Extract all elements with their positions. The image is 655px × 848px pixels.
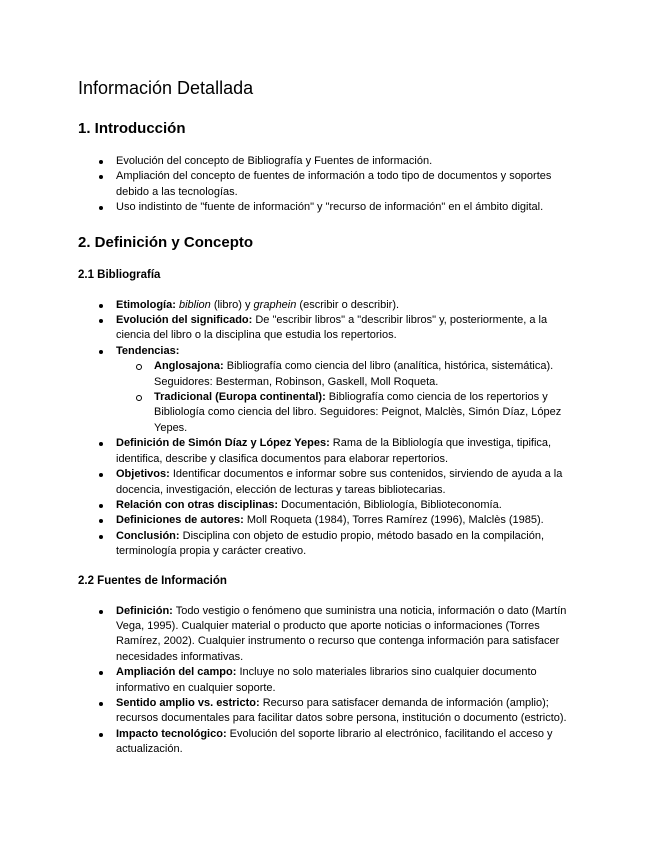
item-label: Tradicional (Europa continental): <box>154 391 326 404</box>
bibliografia-list <box>78 298 577 560</box>
list-item <box>78 344 577 436</box>
section-heading-definicion: 2. Definición y Concepto <box>78 233 254 251</box>
page-title: Información Detallada <box>78 78 254 98</box>
item-label: Anglosajona: <box>154 360 224 373</box>
list-item: Ampliación del campo: Incluye no solo materiales librarios sino cualquier documento informativo en cualquier soporte. <box>78 665 577 696</box>
item-label: Definición: <box>116 604 173 617</box>
term-graphein: graphein <box>253 298 297 311</box>
item-label: Definiciones de autores: <box>116 514 244 527</box>
fuentes-list <box>78 604 577 758</box>
list-item: Objetivos: Identificar documentos e informar sobre sus contenidos, sirviendo de ayuda a la docencia, investigación, elección de lecturas y tareas bibliotecarias. <box>78 467 577 498</box>
intro-list <box>78 154 577 216</box>
tendencias-sublist <box>78 359 577 436</box>
list-item: Etimología: biblion (libro) y graphein (escribir o describir). <box>78 298 577 313</box>
list-item: Definición: Todo vestigio o fenómeno que suministra una noticia, información o dato (Martín Vega, 1995). Cualquier material o producto que aporte noticias o informaciones (Torres Ramírez, 2002). Cualquier instrumento o recurso que contenga información para satisfacer necesidades informativas. <box>78 604 577 666</box>
item-label: Evolución del significado: <box>116 314 253 327</box>
section-heading-introduccion: 1. Introducción <box>78 120 186 137</box>
item-label: Objetivos: <box>116 468 170 481</box>
list-item: Evolución del concepto de Bibliografía y Fuentes de información. <box>78 154 577 169</box>
item-label: Sentido amplio vs. estricto: <box>116 696 260 709</box>
sublist-item: Anglosajona: Bibliografía como ciencia del libro (analítica, histórica, sistemática). Seguidores: Besterman, Robinson, Gaskell, Moll Roqueta. <box>116 359 577 390</box>
subsection-heading-fuentes: 2.2 Fuentes de Información <box>78 574 227 587</box>
subsection-heading-bibliografia: 2.1 Bibliografía <box>78 268 161 281</box>
item-label: Relación con otras disciplinas: <box>116 498 278 511</box>
list-item: Definiciones de autores: Moll Roqueta (1984), Torres Ramírez (1996), Malclès (1985). <box>78 513 577 528</box>
item-label: Definición de Simón Díaz y López Yepes: <box>116 437 330 450</box>
item-label: Conclusión: <box>116 529 180 542</box>
item-label: Etimología: <box>116 298 176 311</box>
list-item: Definición de Simón Díaz y López Yepes: Rama de la Bibliología que investiga, tipifica, identifica, describe y clasifica documentos para elaborar repertorios. <box>78 436 577 467</box>
list-item: Relación con otras disciplinas: Documentación, Bibliología, Biblioteconomía. <box>78 498 577 513</box>
list-item: Sentido amplio vs. estricto: Recurso para satisfacer demanda de información (amplio); recursos documentales para facilitar datos sobre persona, institución o documento (estricto). <box>78 696 577 727</box>
sublist-item: Tradicional (Europa continental): Bibliografía como ciencia de los repertorios y Bibliología como ciencia del libro. Seguidores: Peignot, Malclès, Simón Díaz, López Yepes. <box>116 390 577 436</box>
term-biblion: biblion <box>178 298 211 311</box>
list-item: Evolución del significado: De "escribir libros" a "describir libros" y, posteriormente, a la ciencia del libro o la disciplina que estudia los repertorios. <box>78 313 577 344</box>
item-label: Impacto tecnológico: <box>116 727 227 740</box>
list-item: Ampliación del concepto de fuentes de información a todo tipo de documentos y soportes debido a las tecnologías. <box>78 169 577 200</box>
item-label: Ampliación del campo: <box>116 666 237 679</box>
list-item: Conclusión: Disciplina con objeto de estudio propio, método basado en la compilación, terminología propia y carácter creativo. <box>78 529 577 560</box>
list-item: Impacto tecnológico: Evolución del soporte librario al electrónico, facilitando el acceso y actualización. <box>78 727 577 758</box>
item-label: Tendencias: <box>116 344 180 357</box>
list-item: Uso indistinto de "fuente de información" y "recurso de información" en el ámbito digital. <box>78 200 577 215</box>
